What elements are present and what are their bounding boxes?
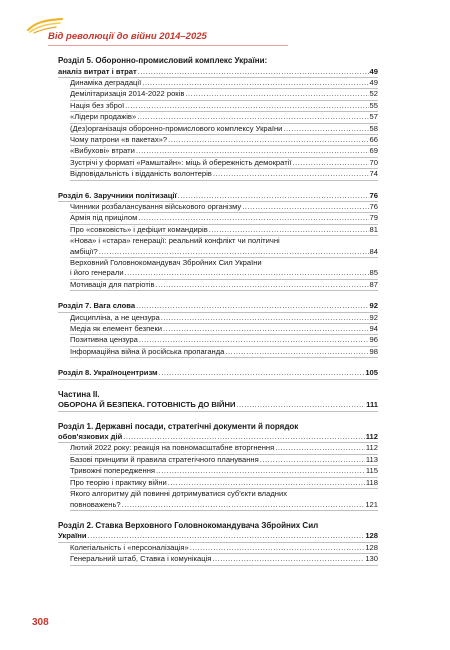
entry-label: амбіції?	[70, 246, 98, 256]
entry-label: Дисципліна, а не цензура	[70, 312, 160, 322]
leader-dots	[275, 443, 365, 453]
section-title: Розділ 7. Вага слова	[58, 301, 136, 311]
leader-dots	[156, 280, 369, 290]
toc-row[interactable]	[70, 135, 378, 146]
part-title: ОБОРОНА Й БЕЗПЕКА. ГОТОВНІСТЬ ДО ВІЙНИ	[58, 400, 236, 410]
entry-label-wrapped: «Нова» і «стара» генерації: реальний конфлікт чи політичні	[70, 236, 280, 246]
entry-label: Армія під прицілом	[70, 213, 138, 223]
page-ref: 128	[365, 531, 378, 541]
toc-row[interactable]	[58, 67, 378, 78]
entry-label: і його генерали	[70, 268, 124, 278]
leader-dots	[168, 135, 368, 145]
leader-dots	[156, 466, 365, 476]
entry-label: Генеральний штаб, Ставка і комунікація	[70, 554, 212, 564]
leader-dots	[136, 301, 368, 311]
toc-row[interactable]	[70, 101, 378, 112]
leader-dots	[242, 202, 368, 212]
toc-row[interactable]	[70, 247, 378, 258]
page-ref: 98	[369, 346, 378, 356]
page-ref: 115	[365, 466, 378, 476]
leader-dots	[137, 112, 368, 122]
leader-dots	[138, 67, 369, 77]
toc-row[interactable]	[58, 400, 378, 411]
page-ref: 112	[365, 443, 378, 453]
page-ref: 118	[365, 477, 378, 487]
leader-dots	[212, 554, 364, 564]
toc-row[interactable]	[70, 313, 378, 324]
entry-label: Медіа як елемент безпеки	[70, 324, 163, 334]
toc-part-2	[58, 390, 378, 412]
toc-row[interactable]	[70, 225, 378, 236]
leader-dots	[213, 169, 369, 179]
entry-label: Зустрічі у форматі «Рамштайн»: міць й обережність демократії	[70, 157, 292, 167]
entry-label: «Лідери продажів»	[70, 112, 137, 122]
entry-label: Тривожні попередження	[70, 466, 156, 476]
leader-dots	[283, 124, 368, 134]
entry-label: Чому патрони «в пакетах»?	[70, 134, 168, 144]
leader-dots	[99, 247, 369, 257]
leader-dots	[225, 347, 368, 357]
entry-label: (Дез)організація оборонно-промислового комплексу України	[70, 123, 283, 133]
entry-label: Динаміка деградації	[70, 77, 142, 87]
toc-row[interactable]	[58, 432, 378, 443]
page-ref: 84	[369, 246, 378, 256]
toc-row[interactable]	[70, 280, 378, 291]
page-ref: 96	[369, 335, 378, 345]
toc-section-7	[58, 301, 378, 358]
leader-dots	[185, 89, 368, 99]
section-title: Розділ 6. Заручники політизації	[58, 190, 177, 200]
leader-dots	[139, 335, 369, 345]
toc-row[interactable]	[70, 169, 378, 180]
entry-label-wrapped: Якого алгоритму дій повинні дотримуватися суб'єкти владних	[70, 489, 287, 499]
page-ref: 113	[365, 454, 378, 464]
page-ref: 49	[369, 66, 378, 76]
entry-label: Про «совковість» і дефіцит командирів	[70, 224, 208, 234]
page-ref: 52	[369, 89, 378, 99]
entry-label: Позитивна цензура	[70, 335, 138, 345]
section-title-line2: обов'язкових дій	[58, 432, 123, 442]
page-ref: 112	[365, 432, 378, 442]
page-ref: 111	[366, 400, 378, 410]
entry-label: «Вибухові» втрати	[70, 146, 135, 156]
page-ref: 70	[369, 157, 378, 167]
leader-dots	[168, 478, 365, 488]
page-ref: 81	[369, 224, 378, 234]
toc-row[interactable]	[70, 146, 378, 157]
entry-label: Мотивація для патріотів	[70, 279, 155, 289]
page-ref: 76	[369, 190, 378, 200]
section-title: Розділ 8. Україноцентризм	[58, 368, 158, 378]
leader-dots	[190, 543, 365, 553]
toc-row[interactable]	[70, 543, 378, 554]
leader-dots	[88, 531, 365, 541]
page-ref: 49	[369, 77, 378, 87]
leader-dots	[122, 500, 365, 510]
toc-row[interactable]	[70, 158, 378, 169]
section-title: Розділ 5. Оборонно-промисловий комплекс України:	[58, 56, 268, 65]
book-title: Від революції до війни 2014–2025	[48, 31, 207, 42]
toc-row[interactable]	[70, 335, 378, 346]
page-ref: 69	[369, 146, 378, 156]
entry-label: Лютий 2022 року: реакція на повномасштабне вторгнення	[70, 443, 275, 453]
page-ref: 74	[369, 169, 378, 179]
entry-label-wrapped: Верховний Головнокомандувач Збройних Сил України	[70, 258, 262, 267]
section-title: Розділ 1. Державні посади, стратегічні документи й порядок	[58, 421, 299, 431]
entry-label: Чинники розбалансування військового організму	[70, 201, 242, 211]
toc-row[interactable]	[58, 368, 378, 379]
leader-dots	[178, 191, 369, 201]
leader-dots	[125, 268, 369, 278]
page-ref: 79	[369, 213, 378, 223]
entry-label: Відповідальність і відданість волонтерів	[70, 169, 212, 179]
toc-row[interactable]	[70, 202, 378, 213]
leader-dots	[236, 400, 365, 410]
toc-section-2	[58, 521, 378, 566]
toc-section-1	[58, 422, 378, 511]
page-ref: 92	[369, 312, 378, 322]
leader-dots	[260, 455, 365, 465]
leader-dots	[136, 146, 369, 156]
page-ref: 55	[369, 100, 378, 110]
entry-label: Колегіальність і «персоналізація»	[70, 542, 189, 552]
section-title: Розділ 2. Ставка Верховного Головнокомандувача Збройних Сил	[58, 520, 319, 530]
toc-row[interactable]	[70, 324, 378, 335]
page-ref: 85	[369, 268, 378, 278]
toc-row[interactable]	[70, 213, 378, 224]
toc-row[interactable]	[70, 112, 378, 123]
page-ref: 128	[365, 542, 378, 552]
page-number: 308	[32, 617, 49, 628]
toc-row[interactable]	[70, 124, 378, 135]
toc-row[interactable]	[70, 347, 378, 358]
leader-dots	[123, 432, 364, 442]
toc-row[interactable]	[70, 268, 378, 279]
toc-row[interactable]	[70, 89, 378, 100]
entry-label: Інформаційна війна й російська пропаганда	[70, 346, 225, 356]
entry-label: Нація без зброї	[70, 100, 125, 110]
leader-dots	[209, 225, 369, 235]
toc-row[interactable]	[70, 466, 378, 477]
leader-dots	[161, 313, 369, 323]
entry-label: Базові принципи й правила стратегічного планування	[70, 454, 259, 464]
page-ref: 87	[369, 279, 378, 289]
leader-dots	[159, 368, 365, 378]
leader-dots	[138, 213, 368, 223]
toc-row[interactable]	[70, 500, 378, 511]
table-of-contents	[58, 56, 378, 576]
toc-row[interactable]	[58, 301, 378, 312]
section-title-line2: України	[58, 531, 87, 541]
toc-section-8	[58, 368, 378, 379]
leader-dots	[163, 324, 369, 334]
page-ref: 94	[369, 324, 378, 334]
page-ref: 66	[369, 134, 378, 144]
toc-row[interactable]	[58, 531, 378, 542]
toc-row[interactable]	[70, 455, 378, 466]
toc-row[interactable]	[58, 191, 378, 202]
running-header	[22, 18, 282, 44]
page-ref: 121	[365, 499, 378, 509]
toc-row[interactable]	[70, 443, 378, 454]
page-ref: 57	[369, 112, 378, 122]
page-ref: 92	[369, 301, 378, 311]
page-ref: 58	[369, 123, 378, 133]
toc-row[interactable]	[70, 554, 378, 565]
toc-section-6	[58, 191, 378, 292]
page-ref: 105	[365, 368, 378, 378]
toc-section-5	[58, 56, 378, 181]
toc-row[interactable]	[70, 478, 378, 489]
part-label: Частина II.	[58, 389, 100, 399]
leader-dots	[292, 158, 368, 168]
page-ref: 76	[369, 201, 378, 211]
header-divider	[48, 45, 288, 46]
leader-dots	[142, 78, 368, 88]
entry-label: Демілітаризація 2014-2022 років	[70, 89, 185, 99]
entry-label: повноважень?	[70, 499, 121, 509]
page-ref: 130	[365, 554, 378, 564]
leader-dots	[125, 101, 368, 111]
entry-label: Про теорію і практику війни	[70, 477, 167, 487]
section-title-line2: аналіз витрат і втрат	[58, 66, 137, 76]
toc-row[interactable]	[70, 78, 378, 89]
